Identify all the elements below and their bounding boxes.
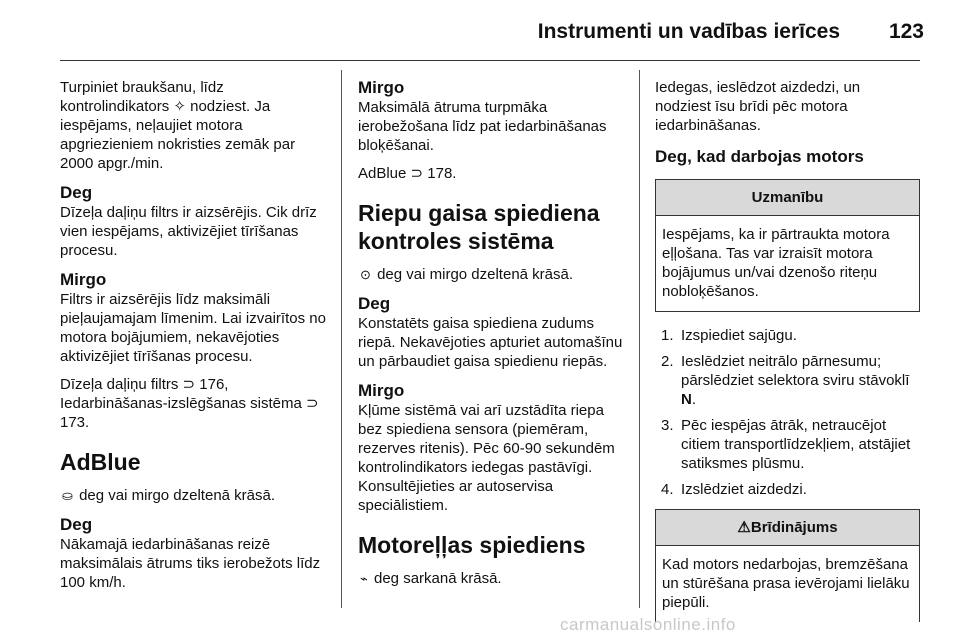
heading-oil-pressure: Motoreļļas spiediens xyxy=(358,532,586,558)
column-1 xyxy=(60,78,330,601)
adblue-paragraph xyxy=(60,486,330,505)
deg2-paragraph: Nākamajā iedarbināšanas reizē maksimālais ātrums tiks ierobežots līdz 100 km/h. xyxy=(60,536,321,591)
caution-title: Uzmanību xyxy=(656,180,919,216)
watermark: carmanualsonline.info xyxy=(560,615,736,634)
warning-header xyxy=(656,510,919,546)
header-rule xyxy=(60,60,920,61)
warning-text: Kad motors nedarbojas, bremzēšana un stūrēšana prasa ievērojami lielāku piepūli. xyxy=(662,556,910,611)
list-item: 4. Izslēdziet aizdedzi. xyxy=(661,481,807,498)
caution-text: Iespējams, ka ir pārtraukta motora eļļošana. Tas var izraisīt motora bojājumus un/vai dzenošo riteņu nobloķēšanos. xyxy=(662,226,890,300)
page-number: 123 xyxy=(888,20,924,43)
mirgo2-col2-paragraph: Kļūme sistēmā vai arī uzstādīta riepa bez spiediena sensora (piemēram, rezerves ritenis). Pēc 60-90 sekundēm kontrolindikators iedegas pastāvīgi. Konsultējieties ar autoservisa speciālistiem. xyxy=(358,402,615,514)
tpms-paragraph xyxy=(358,265,626,284)
heading-mirgo: Mirgo xyxy=(60,270,107,289)
heading-tpms: Riepu gaisa spiediena kontroles sistēma xyxy=(358,200,600,254)
oil-text: deg sarkanā krāsā. xyxy=(374,570,502,587)
heading-adblue: AdBlue xyxy=(60,449,141,475)
intro-paragraph: Turpiniet braukšanu, līdz kontrolindikators ✧ nodziest. Ja iespējams, neļaujiet motora apgriezieniem nokristies zemāk par 2000 apgr./min. xyxy=(60,79,296,172)
mirgo-paragraph: Filtrs ir aizsērējis līdz maksimāli pieļaujamajam līmenim. Lai izvairītos no motora bojājumiem, nekavējoties aktivizējiet tīrīšanas procesu. xyxy=(60,291,326,365)
list-item: 2. Ieslēdziet neitrālo pārnesumu; pārslēdziet selektora sviru stāvoklī N. xyxy=(661,353,910,408)
list-item: 1. Izspiediet sajūgu. xyxy=(661,327,797,344)
page-header-title: Instrumenti un vadības ierīces xyxy=(537,20,840,43)
oil-can-icon: ⌁ xyxy=(360,571,368,586)
column-2 xyxy=(358,78,626,597)
heading-deg-col2: Deg xyxy=(358,294,391,313)
col3-intro: Iedegas, ieslēdzot aizdedzi, un nodziest īsu brīdi pēc motora iedarbināšanas. xyxy=(655,79,861,134)
heading-mirgo-col2: Mirgo xyxy=(358,78,405,97)
heading-deg-2: Deg xyxy=(60,515,93,534)
column-divider-2 xyxy=(639,70,640,608)
heading-deg: Deg xyxy=(60,183,93,202)
deg-paragraph: Dīzeļa daļiņu filtrs ir aizsērējis. Cik drīz vien iespējams, aktivizējiet tīrīšanas procesu. xyxy=(60,204,317,259)
mirgo-col2-paragraph: Maksimālā ātruma turpmāka ierobežošana līdz pat iedarbināšanas bloķēšanai. xyxy=(358,99,607,154)
adblue-text: deg vai mirgo dzeltenā krāsā. xyxy=(79,487,276,504)
warning-box xyxy=(655,509,920,622)
steps-list xyxy=(655,326,920,499)
warning-triangle-icon: ⚠ xyxy=(737,519,751,536)
caution-box xyxy=(655,179,920,312)
column-3 xyxy=(655,78,920,636)
heading-running: Deg, kad darbojas motors xyxy=(655,147,864,166)
oil-paragraph xyxy=(358,569,626,588)
tire-pressure-icon: ⊙ xyxy=(360,267,371,282)
column-divider-1 xyxy=(341,70,342,608)
deg-col2-paragraph: Konstatēts gaisa spiediena zudums riepā. Nekavējoties apturiet automašīnu un pārbaudiet gaisa spiedienu riepās. xyxy=(358,315,623,370)
list-item: 3. Pēc iespējas ātrāk, netraucējot citiem transportlīdzekļiem, atstājiet satiksmes plūsmu. xyxy=(661,417,911,472)
warning-title: Brīdinājums xyxy=(750,519,838,536)
heading-mirgo2-col2: Mirgo xyxy=(358,381,405,400)
adblue-icon: ⛀ xyxy=(62,488,73,503)
adblue-reference: AdBlue ⊃ 178. xyxy=(358,165,457,182)
reference-paragraph: Dīzeļa daļiņu filtrs ⊃ 176, Iedarbināšanas-izslēgšanas sistēma ⊃ 173. xyxy=(60,376,319,431)
tpms-text: deg vai mirgo dzeltenā krāsā. xyxy=(377,266,574,283)
